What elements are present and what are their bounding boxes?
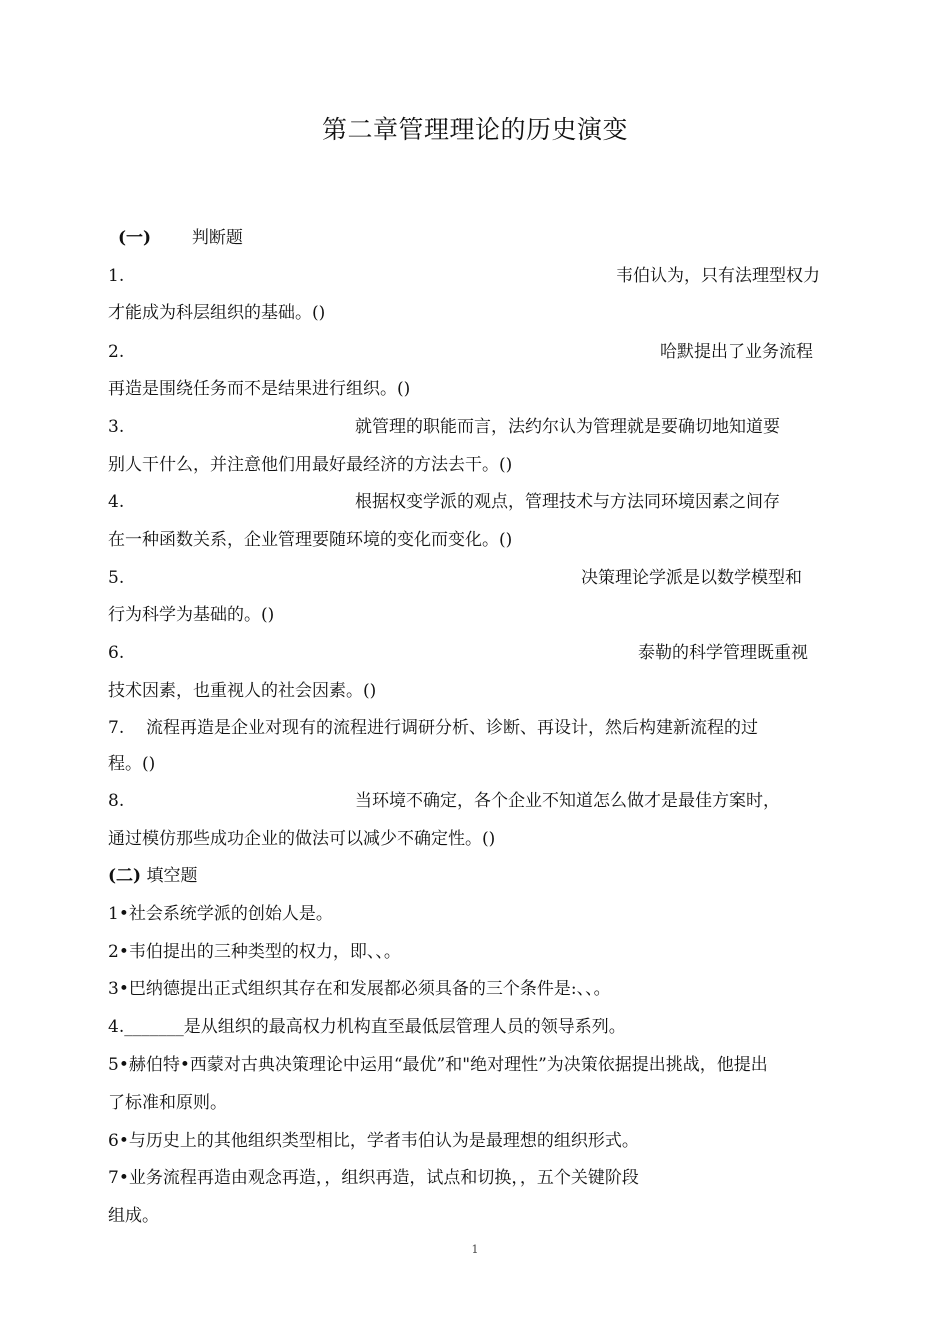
fill-item-1: 1•社会系统学派的创始人是。 — [108, 904, 333, 924]
section-1-heading — [118, 226, 243, 250]
judgment-item-5-cont: 行为科学为基础的。() — [108, 605, 275, 625]
item-number: 2. — [108, 342, 125, 362]
item-number: 7. — [108, 718, 125, 738]
judgment-item-6-cont: 技术因素，也重视人的社会因素。() — [108, 681, 377, 701]
fill-item-2: 2•韦伯提出的三种类型的权力，即、、。 — [108, 942, 401, 962]
section-1-label: 判断题 — [191, 228, 243, 248]
item-number: 5. — [108, 568, 125, 588]
fill-item-5: 5•赫伯特•西蒙对古典决策理论中运用“最优”和"绝对理性”为决策依据提出挑战，他提出 — [108, 1055, 768, 1075]
section-1-number: (一) — [118, 228, 152, 248]
judgment-item-1-cont: 才能成为科层组织的基础。() — [108, 303, 326, 323]
item-number: 3. — [108, 417, 125, 437]
item-number: 8. — [108, 791, 125, 811]
judgment-item-3-cont: 别人干什么，并注意他们用最好最经济的方法去干。() — [108, 455, 513, 475]
fill-item-7: 7•业务流程再造由观念再造，，组织再造，试点和切换，，五个关键阶段 — [108, 1168, 639, 1188]
page-number: 1 — [471, 1243, 479, 1256]
item-number: 6. — [108, 643, 125, 663]
item-number: 1. — [108, 266, 125, 286]
item-text: 就管理的职能而言，法约尔认为管理就是要确切地知道要 — [355, 417, 780, 437]
item-text: 泰勒的科学管理既重视 — [638, 643, 808, 663]
fill-item-7-cont: 组成。 — [108, 1206, 159, 1226]
section-2-label: 填空题 — [146, 866, 198, 886]
fill-item-6: 6•与历史上的其他组织类型相比，学者韦伯认为是最理想的组织形式。 — [108, 1131, 639, 1151]
fill-item-3: 3•巴纳德提出正式组织其存在和发展都必须具备的三个条件是:、、。 — [108, 979, 611, 999]
judgment-item-4-cont: 在一种函数关系，企业管理要随环境的变化而变化。() — [108, 530, 513, 550]
item-text: 流程再造是企业对现有的流程进行调研分析、诊断、再设计，然后构建新流程的过 — [146, 718, 758, 738]
section-2-number: (二) — [108, 866, 142, 886]
section-2-heading — [108, 864, 198, 888]
fill-item-4: 4._______是从组织的最高权力机构直至最低层管理人员的领导系列。 — [108, 1017, 626, 1037]
item-number: 4. — [108, 492, 125, 512]
fill-item-5-cont: 了标准和原则。 — [108, 1093, 227, 1113]
page-title: 第二章管理理论的历史演变 — [321, 115, 628, 144]
item-text: 决策理论学派是以数学模型和 — [581, 568, 802, 588]
item-text: 当环境不确定，各个企业不知道怎么做才是最佳方案时， — [355, 791, 780, 811]
judgment-item-8-cont: 通过模仿那些成功企业的做法可以减少不确定性。() — [108, 829, 496, 849]
item-text: 哈默提出了业务流程 — [660, 342, 813, 362]
item-text: 根据权变学派的观点，管理技术与方法同环境因素之间存 — [355, 492, 780, 512]
item-text: 韦伯认为，只有法理型权力 — [616, 266, 820, 286]
judgment-item-2-cont: 再造是围绕任务而不是结果进行组织。() — [108, 379, 411, 399]
judgment-item-7-cont: 程。() — [108, 754, 156, 774]
